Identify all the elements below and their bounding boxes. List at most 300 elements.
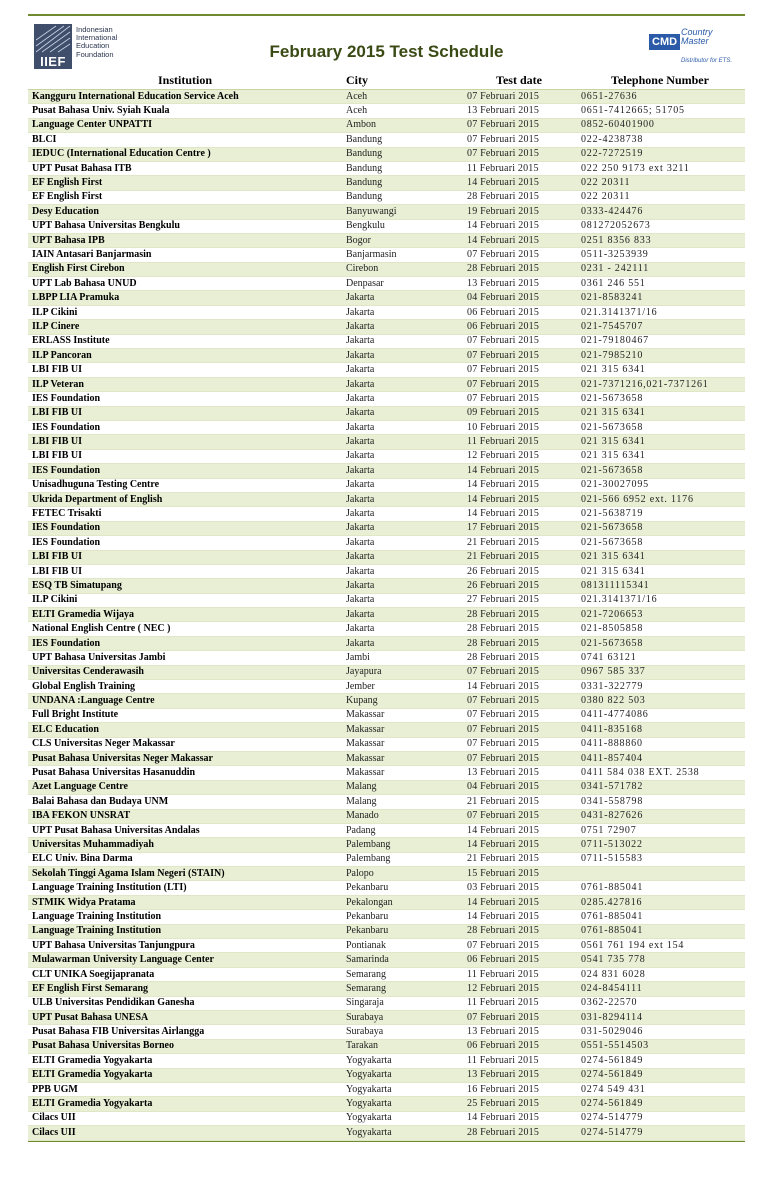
telephone-cell: 0761-885041 (575, 924, 745, 938)
city-cell: Bandung (342, 176, 463, 190)
city-cell: Padang (342, 823, 463, 837)
city-cell: Malang (342, 795, 463, 809)
institution-cell: ILP Veteran (28, 377, 342, 391)
telephone-cell: 021 315 6341 (575, 550, 745, 564)
institution-cell: LBI FIB UI (28, 406, 342, 420)
institution-cell: LBI FIB UI (28, 435, 342, 449)
institution-cell: CLS Universitas Neger Makassar (28, 737, 342, 751)
city-cell: Bandung (342, 190, 463, 204)
telephone-cell: 031-8294114 (575, 1011, 745, 1025)
test-date-cell: 07 Februari 2015 (463, 363, 575, 377)
table-row (28, 967, 745, 981)
telephone-cell: 0285.427816 (575, 895, 745, 909)
institution-cell: ILP Cinere (28, 320, 342, 334)
table-row (28, 190, 745, 204)
institution-cell: Azet Language Centre (28, 780, 342, 794)
telephone-cell: 0741 63121 (575, 651, 745, 665)
city-cell: Jember (342, 680, 463, 694)
city-cell: Bandung (342, 147, 463, 161)
test-date-cell: 07 Februari 2015 (463, 694, 575, 708)
city-cell: Yogyakarta (342, 1126, 463, 1140)
test-date-cell: 19 Februari 2015 (463, 205, 575, 219)
city-cell: Jakarta (342, 320, 463, 334)
test-date-cell: 14 Februari 2015 (463, 507, 575, 521)
table-row (28, 1111, 745, 1125)
city-cell: Jayapura (342, 665, 463, 679)
telephone-cell: 0231 - 242111 (575, 262, 745, 276)
table-row (28, 982, 745, 996)
institution-cell: ERLASS Institute (28, 334, 342, 348)
test-date-cell: 14 Februari 2015 (463, 895, 575, 909)
test-date-cell: 13 Februari 2015 (463, 277, 575, 291)
table-row (28, 608, 745, 622)
test-date-cell: 07 Februari 2015 (463, 723, 575, 737)
institution-cell: PPB UGM (28, 1082, 342, 1096)
telephone-cell: 0411-888860 (575, 737, 745, 751)
test-date-cell: 09 Februari 2015 (463, 406, 575, 420)
test-date-cell: 06 Februari 2015 (463, 305, 575, 319)
institution-cell: UPT Pusat Bahasa ITB (28, 161, 342, 175)
city-cell: Yogyakarta (342, 1054, 463, 1068)
institution-cell: ELC Univ. Bina Darma (28, 852, 342, 866)
institution-cell: Sekolah Tinggi Agama Islam Negeri (STAIN) (28, 867, 342, 881)
city-cell: Samarinda (342, 953, 463, 967)
institution-cell: UPT Pusat Bahasa UNESA (28, 1011, 342, 1025)
city-cell: Pontianak (342, 939, 463, 953)
city-cell: Jakarta (342, 363, 463, 377)
city-cell: Jakarta (342, 492, 463, 506)
table-row (28, 219, 745, 233)
table-row (28, 636, 745, 650)
telephone-cell: 021-30027095 (575, 478, 745, 492)
test-date-cell: 06 Februari 2015 (463, 1039, 575, 1053)
telephone-cell: 022-7272519 (575, 147, 745, 161)
institution-cell: ELTI Gramedia Yogyakarta (28, 1068, 342, 1082)
table-row (28, 953, 745, 967)
institution-cell: Desy Education (28, 205, 342, 219)
table-row (28, 939, 745, 953)
institution-cell: UPT Bahasa Universitas Bengkulu (28, 219, 342, 233)
telephone-cell: 0431-827626 (575, 809, 745, 823)
telephone-cell: 021-7985210 (575, 349, 745, 363)
test-date-cell: 07 Februari 2015 (463, 392, 575, 406)
table-header-row (28, 72, 745, 90)
telephone-cell: 0341-558798 (575, 795, 745, 809)
institution-cell: ELTI Gramedia Yogyakarta (28, 1054, 342, 1068)
test-date-cell: 07 Februari 2015 (463, 248, 575, 262)
table-row (28, 694, 745, 708)
institution-cell: Language Training Institution (28, 910, 342, 924)
test-date-cell: 11 Februari 2015 (463, 996, 575, 1010)
table-row (28, 593, 745, 607)
table-row (28, 176, 745, 190)
telephone-cell: 0751 72907 (575, 823, 745, 837)
institution-cell: Ukrida Department of English (28, 492, 342, 506)
telephone-cell: 0333-424476 (575, 205, 745, 219)
telephone-cell: 021 315 6341 (575, 363, 745, 377)
test-date-cell: 07 Februari 2015 (463, 751, 575, 765)
telephone-cell: 021.3141371/16 (575, 305, 745, 319)
institution-cell: Pusat Bahasa Universitas Neger Makassar (28, 751, 342, 765)
table-row (28, 809, 745, 823)
institution-cell: ESQ TB Simatupang (28, 579, 342, 593)
header (28, 16, 745, 72)
cmd-subtitle: Distributor for ETS. (681, 58, 733, 64)
institution-cell: Cilacs UII (28, 1126, 342, 1140)
test-date-cell: 11 Februari 2015 (463, 1054, 575, 1068)
institution-cell: ILP Pancoran (28, 349, 342, 363)
telephone-cell: 0551-5514503 (575, 1039, 745, 1053)
table-row (28, 622, 745, 636)
telephone-cell: 021.3141371/16 (575, 593, 745, 607)
city-cell: Jakarta (342, 564, 463, 578)
test-date-cell: 21 Februari 2015 (463, 550, 575, 564)
test-date-cell: 14 Februari 2015 (463, 1111, 575, 1125)
institution-cell: English First Cirebon (28, 262, 342, 276)
table-row (28, 90, 745, 104)
institution-cell: Cilacs UII (28, 1111, 342, 1125)
city-cell: Jakarta (342, 464, 463, 478)
institution-cell: Full Bright Institute (28, 708, 342, 722)
institution-cell: LBI FIB UI (28, 550, 342, 564)
city-cell: Jakarta (342, 334, 463, 348)
telephone-cell: 021-5673658 (575, 420, 745, 434)
city-cell: Ambon (342, 118, 463, 132)
institution-cell: ELTI Gramedia Wijaya (28, 608, 342, 622)
test-date-cell: 07 Februari 2015 (463, 118, 575, 132)
city-cell: Kupang (342, 694, 463, 708)
table-row (28, 751, 745, 765)
institution-cell: Pusat Bahasa Universitas Hasanuddin (28, 766, 342, 780)
city-cell: Jakarta (342, 579, 463, 593)
institution-cell: IES Foundation (28, 536, 342, 550)
table-row (28, 478, 745, 492)
table-row (28, 665, 745, 679)
telephone-cell: 022-4238738 (575, 133, 745, 147)
table-row (28, 507, 745, 521)
city-cell: Makassar (342, 723, 463, 737)
test-date-cell: 26 Februari 2015 (463, 564, 575, 578)
institution-cell: UNDANA :Language Centre (28, 694, 342, 708)
city-cell: Jakarta (342, 291, 463, 305)
test-date-cell: 28 Februari 2015 (463, 651, 575, 665)
table-row (28, 1082, 745, 1096)
table-row (28, 420, 745, 434)
table-row (28, 1054, 745, 1068)
test-date-cell: 06 Februari 2015 (463, 320, 575, 334)
city-cell: Malang (342, 780, 463, 794)
city-cell: Pekalongan (342, 895, 463, 909)
table-row (28, 737, 745, 751)
telephone-cell: 021-566 6952 ext. 1176 (575, 492, 745, 506)
institution-cell: STMIK Widya Pratama (28, 895, 342, 909)
institution-cell: FETEC Trisakti (28, 507, 342, 521)
test-date-cell: 12 Februari 2015 (463, 449, 575, 463)
cmd-badge: CMD (649, 34, 680, 50)
city-cell: Jakarta (342, 420, 463, 434)
institution-cell: IEDUC (International Education Centre ) (28, 147, 342, 161)
test-date-cell: 07 Februari 2015 (463, 939, 575, 953)
city-cell: Pekanbaru (342, 910, 463, 924)
telephone-cell: 0274-561849 (575, 1068, 745, 1082)
logo-abbreviation: IIEF (34, 54, 72, 69)
table-row (28, 1039, 745, 1053)
table-row (28, 277, 745, 291)
institution-cell: LBI FIB UI (28, 564, 342, 578)
institution-cell: IES Foundation (28, 392, 342, 406)
test-date-cell: 21 Februari 2015 (463, 852, 575, 866)
institution-cell: ILP Cikini (28, 593, 342, 607)
telephone-cell: 0411-857404 (575, 751, 745, 765)
city-cell: Yogyakarta (342, 1068, 463, 1082)
test-date-cell: 14 Februari 2015 (463, 478, 575, 492)
table-row (28, 823, 745, 837)
city-cell: Jakarta (342, 608, 463, 622)
table-row (28, 1126, 745, 1140)
city-cell: Bandung (342, 161, 463, 175)
telephone-cell: 021-5673658 (575, 636, 745, 650)
test-date-cell: 13 Februari 2015 (463, 104, 575, 118)
org-name: Indonesian International Education Foundation (76, 25, 118, 59)
schedule-table (28, 72, 745, 1141)
telephone-cell: 021-7206653 (575, 608, 745, 622)
table-row (28, 406, 745, 420)
table-row (28, 1025, 745, 1039)
telephone-cell: 0411-4774086 (575, 708, 745, 722)
telephone-cell: 021 315 6341 (575, 406, 745, 420)
table-row (28, 579, 745, 593)
city-cell: Palembang (342, 838, 463, 852)
table-row (28, 881, 745, 895)
page-title: February 2015 Test Schedule (269, 42, 504, 61)
test-date-cell: 07 Februari 2015 (463, 147, 575, 161)
table-row (28, 233, 745, 247)
telephone-cell: 021 315 6341 (575, 449, 745, 463)
city-cell: Denpasar (342, 277, 463, 291)
institution-cell: Language Training Institution (LTI) (28, 881, 342, 895)
test-date-cell: 14 Februari 2015 (463, 910, 575, 924)
institution-cell: Language Training Institution (28, 924, 342, 938)
test-date-cell: 07 Februari 2015 (463, 708, 575, 722)
institution-cell: ILP Cikini (28, 305, 342, 319)
test-date-cell: 21 Februari 2015 (463, 536, 575, 550)
table-row (28, 449, 745, 463)
telephone-cell: 021-5673658 (575, 392, 745, 406)
test-date-cell: 11 Februari 2015 (463, 967, 575, 981)
test-date-cell: 07 Februari 2015 (463, 737, 575, 751)
city-cell: Bogor (342, 233, 463, 247)
city-cell: Jakarta (342, 435, 463, 449)
city-cell: Jambi (342, 651, 463, 665)
test-date-cell: 07 Februari 2015 (463, 90, 575, 104)
city-cell: Jakarta (342, 622, 463, 636)
test-date-cell: 14 Februari 2015 (463, 680, 575, 694)
table-row (28, 795, 745, 809)
table-row (28, 205, 745, 219)
telephone-cell: 021-7545707 (575, 320, 745, 334)
city-cell: Bandung (342, 133, 463, 147)
table-row (28, 1097, 745, 1111)
table-row (28, 564, 745, 578)
telephone-cell: 0761-885041 (575, 910, 745, 924)
telephone-cell: 0251 8356 833 (575, 233, 745, 247)
institution-cell: ELC Education (28, 723, 342, 737)
city-cell: Jakarta (342, 550, 463, 564)
city-cell: Jakarta (342, 521, 463, 535)
test-date-cell: 13 Februari 2015 (463, 1068, 575, 1082)
test-date-cell: 11 Februari 2015 (463, 161, 575, 175)
city-cell: Semarang (342, 967, 463, 981)
institution-cell: LBI FIB UI (28, 363, 342, 377)
table-row (28, 262, 745, 276)
city-cell: Banyuwangi (342, 205, 463, 219)
institution-cell: UPT Pusat Bahasa Universitas Andalas (28, 823, 342, 837)
city-cell: Aceh (342, 104, 463, 118)
test-date-cell: 04 Februari 2015 (463, 780, 575, 794)
table-row (28, 766, 745, 780)
table-row (28, 464, 745, 478)
test-date-cell: 14 Februari 2015 (463, 464, 575, 478)
telephone-cell: 0341-571782 (575, 780, 745, 794)
table-row (28, 334, 745, 348)
column-header-city: City (342, 72, 463, 90)
institution-cell: Pusat Bahasa Univ. Syiah Kuala (28, 104, 342, 118)
institution-cell: IES Foundation (28, 636, 342, 650)
city-cell: Jakarta (342, 478, 463, 492)
table-row (28, 1011, 745, 1025)
table-row (28, 161, 745, 175)
telephone-cell: 0380 822 503 (575, 694, 745, 708)
test-date-cell: 15 Februari 2015 (463, 867, 575, 881)
institution-cell: UPT Bahasa Universitas Jambi (28, 651, 342, 665)
test-date-cell: 14 Februari 2015 (463, 823, 575, 837)
institution-cell: Pusat Bahasa FIB Universitas Airlangga (28, 1025, 342, 1039)
institution-cell: UPT Bahasa IPB (28, 233, 342, 247)
test-date-cell: 07 Februari 2015 (463, 809, 575, 823)
city-cell: Makassar (342, 766, 463, 780)
city-cell: Manado (342, 809, 463, 823)
table-row (28, 680, 745, 694)
table-row (28, 392, 745, 406)
telephone-cell: 021-8505858 (575, 622, 745, 636)
institution-cell: EF English First (28, 190, 342, 204)
institution-cell: Language Center UNPATTI (28, 118, 342, 132)
city-cell: Tarakan (342, 1039, 463, 1053)
telephone-cell: 021-8583241 (575, 291, 745, 305)
telephone-cell: 081311115341 (575, 579, 745, 593)
test-date-cell: 28 Februari 2015 (463, 924, 575, 938)
institution-cell: IES Foundation (28, 521, 342, 535)
test-date-cell: 11 Februari 2015 (463, 435, 575, 449)
table-row (28, 248, 745, 262)
city-cell: Yogyakarta (342, 1082, 463, 1096)
institution-cell: Universitas Muhammadiyah (28, 838, 342, 852)
test-date-cell: 26 Februari 2015 (463, 579, 575, 593)
table-row (28, 377, 745, 391)
table-row (28, 924, 745, 938)
institution-cell: EF English First (28, 176, 342, 190)
telephone-cell: 0274-561849 (575, 1097, 745, 1111)
test-date-cell: 21 Februari 2015 (463, 795, 575, 809)
table-row (28, 133, 745, 147)
telephone-cell: 021-7371216,021-7371261 (575, 377, 745, 391)
telephone-cell: 024-8454111 (575, 982, 745, 996)
city-cell: Aceh (342, 90, 463, 104)
test-date-cell: 12 Februari 2015 (463, 982, 575, 996)
table-row (28, 867, 745, 881)
city-cell: Surabaya (342, 1025, 463, 1039)
telephone-cell: 021 315 6341 (575, 435, 745, 449)
institution-cell: EF English First Semarang (28, 982, 342, 996)
telephone-cell: 021-5673658 (575, 536, 745, 550)
test-date-cell: 17 Februari 2015 (463, 521, 575, 535)
telephone-cell: 0411-835168 (575, 723, 745, 737)
test-date-cell: 04 Februari 2015 (463, 291, 575, 305)
telephone-cell: 022 20311 (575, 176, 745, 190)
city-cell: Jakarta (342, 305, 463, 319)
institution-cell: ELTI Gramedia Yogyakarta (28, 1097, 342, 1111)
table-row (28, 838, 745, 852)
table-row (28, 550, 745, 564)
city-cell: Jakarta (342, 377, 463, 391)
city-cell: Palopo (342, 867, 463, 881)
telephone-cell: 0711-513022 (575, 838, 745, 852)
table-row (28, 521, 745, 535)
test-date-cell: 27 Februari 2015 (463, 593, 575, 607)
institution-cell: Unisadhuguna Testing Centre (28, 478, 342, 492)
test-date-cell: 14 Februari 2015 (463, 176, 575, 190)
table-row (28, 363, 745, 377)
telephone-cell (575, 867, 745, 881)
table-row (28, 291, 745, 305)
city-cell: Jakarta (342, 636, 463, 650)
test-date-cell: 28 Februari 2015 (463, 1126, 575, 1140)
telephone-cell: 0274-514779 (575, 1126, 745, 1140)
telephone-cell: 0561 761 194 ext 154 (575, 939, 745, 953)
test-date-cell: 14 Februari 2015 (463, 838, 575, 852)
telephone-cell: 0274-561849 (575, 1054, 745, 1068)
institution-cell: Balai Bahasa dan Budaya UNM (28, 795, 342, 809)
table-row (28, 651, 745, 665)
telephone-cell: 0761-885041 (575, 881, 745, 895)
column-header-test-date: Test date (463, 72, 575, 90)
telephone-cell: 022 250 9173 ext 3211 (575, 161, 745, 175)
test-date-cell: 14 Februari 2015 (463, 492, 575, 506)
institution-cell: IAIN Antasari Banjarmasin (28, 248, 342, 262)
telephone-cell: 022 20311 (575, 190, 745, 204)
test-date-cell: 14 Februari 2015 (463, 233, 575, 247)
cmd-logo (649, 28, 741, 68)
city-cell: Yogyakarta (342, 1097, 463, 1111)
city-cell: Jakarta (342, 349, 463, 363)
city-cell: Jakarta (342, 392, 463, 406)
city-cell: Makassar (342, 751, 463, 765)
institution-cell: IES Foundation (28, 464, 342, 478)
telephone-cell: 0967 585 337 (575, 665, 745, 679)
cmd-name: Country Master (681, 27, 713, 46)
city-cell: Jakarta (342, 406, 463, 420)
test-date-cell: 28 Februari 2015 (463, 262, 575, 276)
institution-cell: IBA FEKON UNSRAT (28, 809, 342, 823)
telephone-cell: 031-5029046 (575, 1025, 745, 1039)
telephone-cell: 0361 246 551 (575, 277, 745, 291)
table-row (28, 723, 745, 737)
table-row (28, 852, 745, 866)
table-row (28, 536, 745, 550)
test-date-cell: 10 Februari 2015 (463, 420, 575, 434)
table-row (28, 435, 745, 449)
institution-cell: Kangguru International Education Service Aceh (28, 90, 342, 104)
